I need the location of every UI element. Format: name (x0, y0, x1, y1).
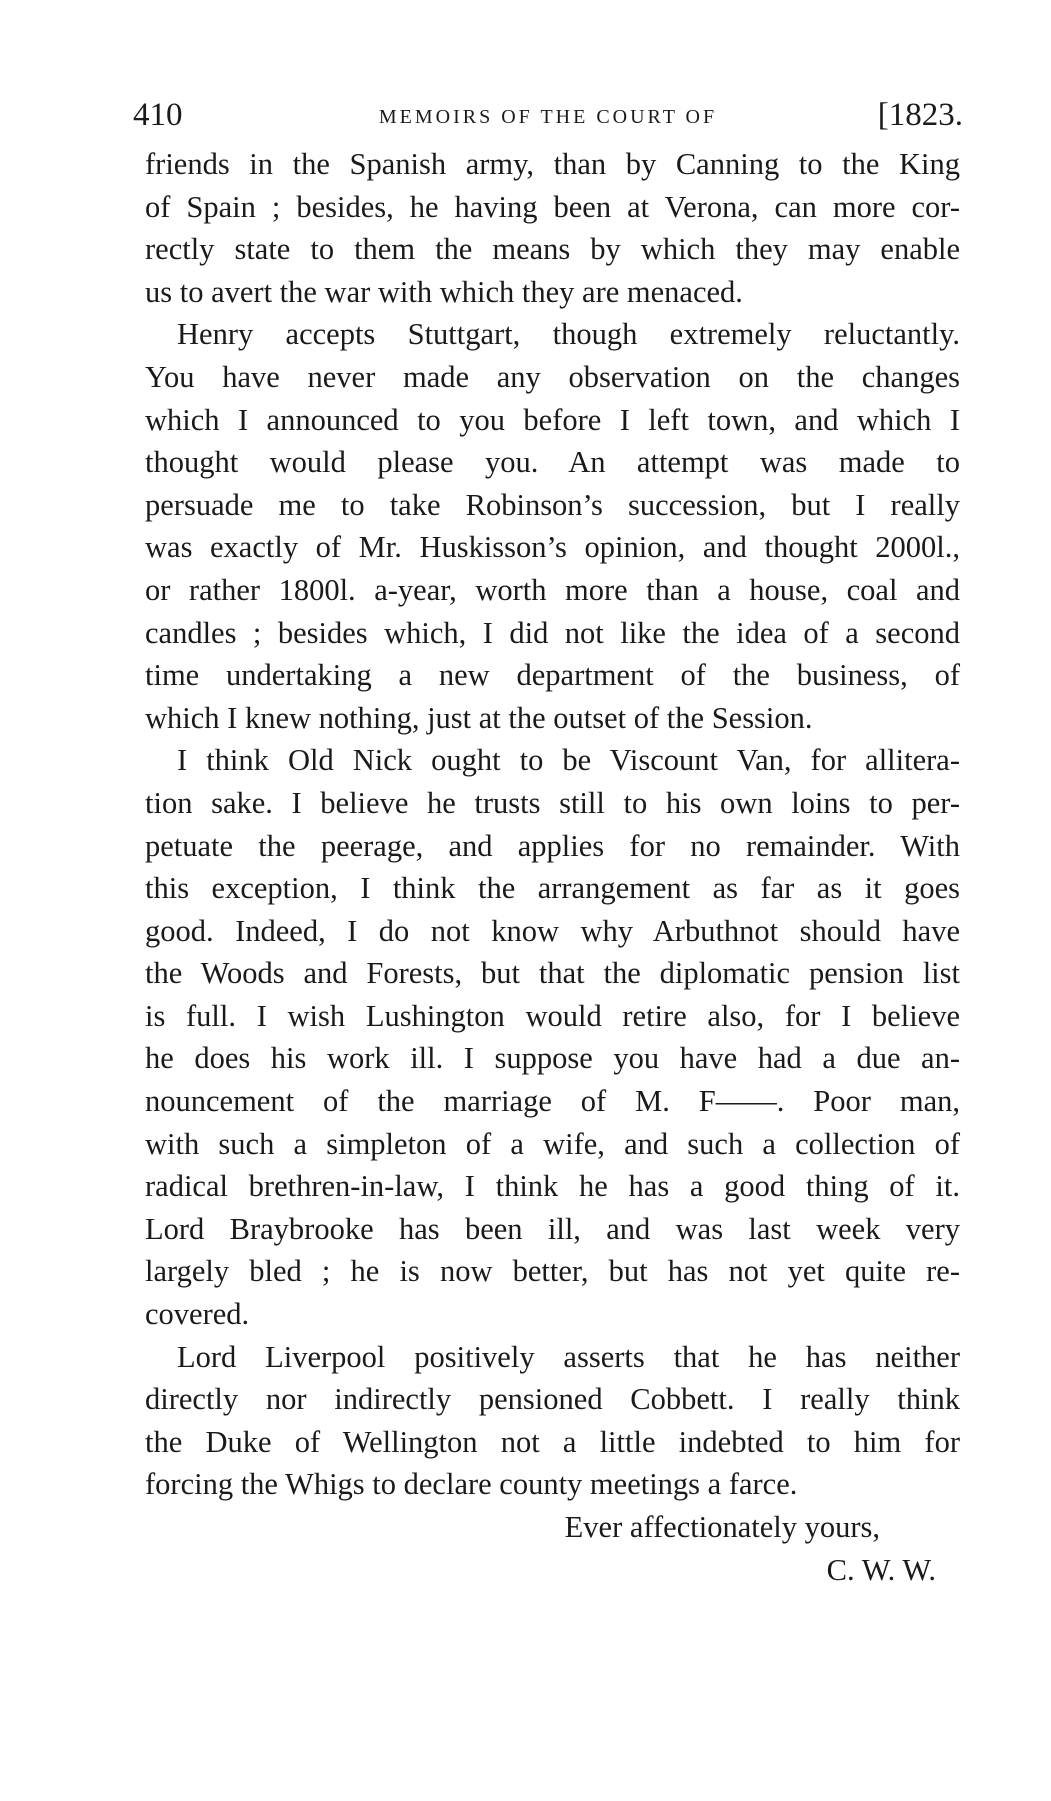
text-line: or rather 1800l. a-year, worth more than a house, coal and (145, 572, 960, 607)
running-head-year: [1823. (877, 97, 963, 133)
text-line: candles ; besides which, I did not like the idea of a second (145, 615, 960, 650)
text-line: he does his work ill. I suppose you have had a due an- (145, 1041, 960, 1076)
text-line: Lord Braybrooke has been ill, and was last week very (145, 1211, 960, 1246)
text-line: forcing the Whigs to declare county meetings a farce. (145, 1467, 798, 1502)
text-line: radical brethren-in-law, I think he has a good thing of it. (145, 1169, 960, 1204)
text-line: covered. (145, 1297, 250, 1332)
text-line: which I knew nothing, just at the outset of the Session. (145, 700, 813, 735)
text-line: which I announced to you before I left town, and which I (145, 402, 960, 437)
text-line: the Woods and Forests, but that the diplomatic pension list (145, 956, 960, 991)
signature: C. W. W. (826, 1552, 936, 1587)
text-line: thought would please you. An attempt was made to (145, 445, 960, 480)
text-line: this exception, I think the arrangement as far as it goes (145, 871, 960, 906)
text-line: persuade me to take Robinson’s succession, but I really (145, 487, 960, 522)
text-line: with such a simpleton of a wife, and such a collection of (145, 1126, 960, 1161)
text-line: is full. I wish Lushington would retire also, for I believe (145, 998, 960, 1033)
text-line: Lord Liverpool positively asserts that he has neither (177, 1339, 960, 1374)
text-line: You have never made any observation on the changes (145, 359, 960, 394)
text-line: of Spain ; besides, he having been at Verona, can more cor- (145, 189, 960, 224)
text-line: time undertaking a new department of the business, of (145, 658, 960, 693)
text-line: friends in the Spanish army, than by Canning to the King (145, 147, 960, 181)
letter-body (145, 143, 960, 1591)
page-number: 410 (133, 97, 183, 133)
text-line: Henry accepts Stuttgart, though extremely reluctantly. (177, 317, 960, 352)
running-head-title: MEMOIRS OF THE COURT OF (378, 106, 718, 128)
text-line: I think Old Nick ought to be Viscount Van, for allitera- (177, 743, 960, 778)
text-line: the Duke of Wellington not a little indebted to him for (145, 1424, 960, 1459)
text-line: rectly state to them the means by which they may enable (145, 232, 960, 267)
text-line: nouncement of the marriage of M. F——. Poor man, (145, 1084, 960, 1119)
valediction: Ever affectionately yours, (564, 1510, 880, 1544)
text-line: us to avert the war with which they are menaced. (145, 274, 743, 309)
running-head (133, 90, 963, 140)
text-line: directly nor indirectly pensioned Cobbett. I really think (145, 1382, 960, 1417)
text-line: tion sake. I believe he trusts still to his own loins to per- (145, 785, 960, 820)
text-line: largely bled ; he is now better, but has not yet quite re- (145, 1254, 960, 1289)
text-line: good. Indeed, I do not know why Arbuthnot should have (145, 913, 960, 948)
text-line: petuate the peerage, and applies for no remainder. With (145, 828, 960, 863)
text-line: was exactly of Mr. Huskisson’s opinion, and thought 2000l., (145, 530, 960, 565)
